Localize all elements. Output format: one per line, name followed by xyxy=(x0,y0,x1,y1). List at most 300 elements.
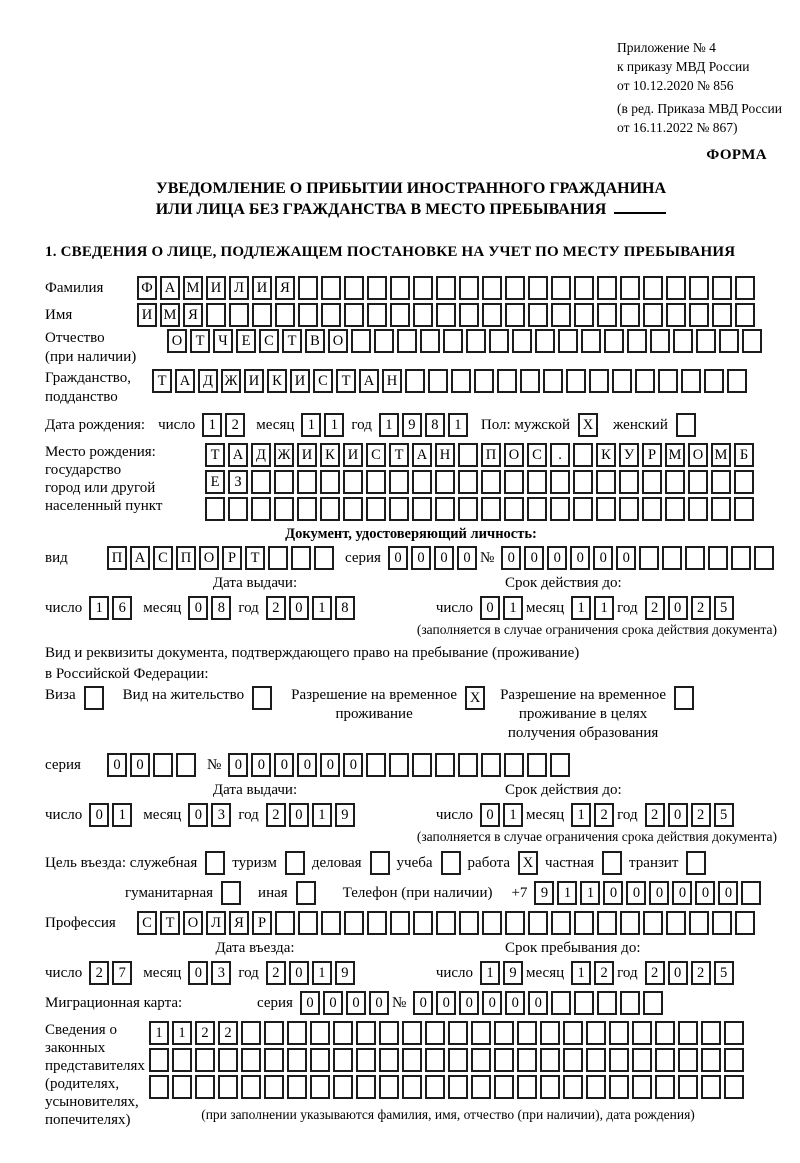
cell: 0 xyxy=(668,803,688,827)
entry-year-cells xyxy=(266,961,358,985)
cell xyxy=(540,1075,560,1099)
cell xyxy=(712,276,732,300)
field-label: месяц xyxy=(526,964,565,981)
cell xyxy=(701,1075,721,1099)
cell: 7 xyxy=(112,961,132,985)
cell xyxy=(734,497,754,521)
cell: 1 xyxy=(448,413,468,437)
cell: Т xyxy=(160,911,180,935)
cell xyxy=(321,276,341,300)
cell: 0 xyxy=(603,881,623,905)
doc-issue-month-cells xyxy=(188,596,234,620)
cell: 1 xyxy=(112,803,132,827)
cell xyxy=(597,991,617,1015)
cell: 9 xyxy=(534,881,554,905)
cell xyxy=(333,1075,353,1099)
cell: 0 xyxy=(668,961,688,985)
cell xyxy=(550,497,570,521)
cell: П xyxy=(176,546,196,570)
cell xyxy=(586,1021,606,1045)
permit-dates-header-right: Срок действия до: xyxy=(505,782,622,798)
cell: Т xyxy=(282,329,302,353)
cell xyxy=(471,1021,491,1045)
gap xyxy=(358,815,436,816)
purpose-humanitarian-checkbox xyxy=(221,881,241,905)
migration-number-cells xyxy=(413,991,666,1015)
cell xyxy=(390,303,410,327)
cell: Т xyxy=(336,369,356,393)
appendix-line: от 10.12.2020 № 856 xyxy=(617,78,734,93)
cell xyxy=(609,1075,629,1099)
field-label: месяц xyxy=(143,599,182,616)
cell xyxy=(535,329,555,353)
identity-doc-heading: Документ, удостоверяющий личность: xyxy=(285,526,537,542)
cell: А xyxy=(130,546,150,570)
cell xyxy=(343,497,363,521)
field-label: работа xyxy=(467,854,511,871)
field-label: Миграционная карта: xyxy=(45,994,183,1011)
cell xyxy=(366,497,386,521)
cell: 1 xyxy=(172,1021,192,1045)
cell xyxy=(489,329,509,353)
cell: О xyxy=(504,443,524,467)
cell: Т xyxy=(245,546,265,570)
cell xyxy=(291,546,311,570)
cell xyxy=(550,753,570,777)
cell: 0 xyxy=(343,753,363,777)
cell: 0 xyxy=(505,991,525,1015)
cell: М xyxy=(160,303,180,327)
cell: 1 xyxy=(503,596,523,620)
gap xyxy=(499,893,511,894)
cell xyxy=(241,1048,261,1072)
cell: 0 xyxy=(434,546,454,570)
cell: Т xyxy=(389,443,409,467)
birthplace-extra-cells xyxy=(205,497,757,521)
cell xyxy=(321,303,341,327)
cell: О xyxy=(199,546,219,570)
cell xyxy=(344,303,364,327)
cell xyxy=(459,303,479,327)
field-label: год xyxy=(617,806,638,823)
cell xyxy=(632,1048,652,1072)
field-label: деловая xyxy=(311,854,362,871)
cell: 1 xyxy=(202,413,222,437)
cell: 2 xyxy=(225,413,245,437)
field-label: Отчество (при наличии) xyxy=(45,330,137,365)
cell xyxy=(389,497,409,521)
field-label: год xyxy=(238,599,259,616)
doc-issue-year-cells xyxy=(266,596,358,620)
field-label: число xyxy=(45,806,83,823)
residence-permit-checkbox xyxy=(252,686,272,710)
birthplace-group xyxy=(45,443,777,521)
citizenship-cells xyxy=(152,369,750,393)
cell xyxy=(665,470,685,494)
cell: 0 xyxy=(480,803,500,827)
gap xyxy=(45,893,125,894)
field-label: № xyxy=(391,994,407,1011)
cell xyxy=(655,1021,675,1045)
form-lines xyxy=(45,276,777,1129)
permit-issue-month-cells xyxy=(188,803,234,827)
gap xyxy=(248,425,256,426)
cell xyxy=(643,276,663,300)
cell xyxy=(586,1048,606,1072)
field-label: гуманитарная xyxy=(125,884,214,901)
cell: 0 xyxy=(369,991,389,1015)
birth-day-cells xyxy=(202,413,248,437)
cell: И xyxy=(137,303,157,327)
cell xyxy=(435,497,455,521)
cell xyxy=(481,753,501,777)
cell: 0 xyxy=(413,991,433,1015)
cell xyxy=(425,1075,445,1099)
cell xyxy=(701,1048,721,1072)
field-label: Вид на жительство xyxy=(122,687,245,703)
purpose-transit-checkbox xyxy=(686,851,706,875)
field-label: Телефон (при наличии) xyxy=(342,884,493,901)
gap xyxy=(107,686,123,687)
cell: М xyxy=(711,443,731,467)
cell: 9 xyxy=(402,413,422,437)
surname-row xyxy=(45,276,777,300)
permit-dates-header-left: Дата выдачи: xyxy=(212,782,298,798)
section-1-heading: 1. СВЕДЕНИЯ О ЛИЦЕ, ПОДЛЕЖАЩЕМ ПОСТАНОВКЕ НА УЧЕТ ПО МЕСТУ ПРЕБЫВАНИЯ xyxy=(45,244,736,260)
cell xyxy=(754,546,774,570)
appendix-line: к приказу МВД России xyxy=(617,59,750,74)
cell: 2 xyxy=(645,803,665,827)
cell xyxy=(574,303,594,327)
patronymic-row xyxy=(45,329,777,367)
cell xyxy=(458,753,478,777)
cell xyxy=(497,369,517,393)
cell xyxy=(504,497,524,521)
cell xyxy=(466,329,486,353)
cell: 0 xyxy=(528,991,548,1015)
cell xyxy=(688,470,708,494)
cell: А xyxy=(175,369,195,393)
cell: А xyxy=(160,276,180,300)
doc-type-cells xyxy=(107,546,337,570)
representatives-group xyxy=(45,1021,777,1129)
cell: К xyxy=(596,443,616,467)
cell: П xyxy=(481,443,501,467)
cell xyxy=(597,303,617,327)
cell xyxy=(321,911,341,935)
field-label: туризм xyxy=(232,854,277,871)
cell xyxy=(609,1048,629,1072)
birthplace-group-labels xyxy=(45,443,205,515)
purpose-study-checkbox xyxy=(441,851,461,875)
cell xyxy=(251,497,271,521)
cell: Ж xyxy=(221,369,241,393)
cell xyxy=(420,329,440,353)
cell: 0 xyxy=(672,881,692,905)
cell xyxy=(566,369,586,393)
cell: 0 xyxy=(130,753,150,777)
doc-issue-day-cells xyxy=(89,596,135,620)
title-line-1: УВЕДОМЛЕНИЕ О ПРИБЫТИИ ИНОСТРАННОГО ГРАЖДАНИНА xyxy=(155,180,667,197)
birthplace-group-rows xyxy=(205,443,757,521)
cell xyxy=(405,369,425,393)
cell xyxy=(389,470,409,494)
cell xyxy=(195,1048,215,1072)
representatives-row-3-cells xyxy=(149,1075,747,1099)
group-label-line: представителях xyxy=(45,1058,145,1074)
cell xyxy=(574,911,594,935)
cell: Ч xyxy=(213,329,233,353)
gap xyxy=(358,608,436,609)
cell: Ф xyxy=(137,276,157,300)
cell xyxy=(436,911,456,935)
cell xyxy=(412,470,432,494)
permit-dates-header xyxy=(45,781,777,800)
cell: О xyxy=(688,443,708,467)
field-label: месяц xyxy=(143,806,182,823)
cell: 0 xyxy=(297,753,317,777)
cell xyxy=(458,443,478,467)
cell: О xyxy=(183,911,203,935)
permit-number-cells xyxy=(228,753,573,777)
representatives-group-labels xyxy=(45,1021,149,1129)
cell xyxy=(620,303,640,327)
field-label: число xyxy=(158,416,196,433)
group-label-line: Сведения о xyxy=(45,1022,117,1038)
permit-expiry-year-cells xyxy=(645,803,737,827)
cell xyxy=(287,1021,307,1045)
permit-series-row xyxy=(45,753,777,777)
cell: 0 xyxy=(626,881,646,905)
cell xyxy=(662,546,682,570)
field-label: Профессия xyxy=(45,914,116,931)
cell xyxy=(735,911,755,935)
entry-day-cells xyxy=(89,961,135,985)
cell: 0 xyxy=(107,753,127,777)
permit-expiry-day-cells xyxy=(480,803,526,827)
cell xyxy=(574,276,594,300)
cell xyxy=(620,991,640,1015)
cell xyxy=(298,303,318,327)
cell xyxy=(731,546,751,570)
cell xyxy=(333,1048,353,1072)
cell: М xyxy=(183,276,203,300)
field-label: № xyxy=(207,756,222,773)
cell: Р xyxy=(642,443,662,467)
cell: 2 xyxy=(594,803,614,827)
edu-residence-checkbox xyxy=(674,686,694,710)
cell xyxy=(310,1048,330,1072)
cell: Р xyxy=(222,546,242,570)
cell: 0 xyxy=(482,991,502,1015)
gap xyxy=(275,686,291,687)
cell xyxy=(344,911,364,935)
cell xyxy=(413,911,433,935)
cell: 2 xyxy=(691,803,711,827)
cell: 1 xyxy=(594,596,614,620)
cell xyxy=(520,369,540,393)
cell xyxy=(543,369,563,393)
cell xyxy=(551,276,571,300)
cell xyxy=(712,303,732,327)
cell xyxy=(229,303,249,327)
field-label: серия xyxy=(257,994,293,1011)
cell: Н xyxy=(435,443,455,467)
cell xyxy=(696,329,716,353)
cell: 2 xyxy=(266,961,286,985)
cell xyxy=(297,470,317,494)
cell xyxy=(451,369,471,393)
purpose-official-checkbox xyxy=(205,851,225,875)
cell: Л xyxy=(206,911,226,935)
cell xyxy=(356,1048,376,1072)
representatives-row-1-cells xyxy=(149,1021,747,1045)
cell: К xyxy=(320,443,340,467)
profession-cells xyxy=(137,911,758,935)
purpose-other-checkbox xyxy=(296,881,316,905)
residence-doc-intro-2: в Российской Федерации: xyxy=(45,666,209,682)
permit-issue-year-cells xyxy=(266,803,358,827)
entry-dates-row xyxy=(45,961,777,985)
cell: С xyxy=(527,443,547,467)
cell xyxy=(459,276,479,300)
cell xyxy=(517,1048,537,1072)
cell: П xyxy=(107,546,127,570)
cell xyxy=(550,470,570,494)
cell xyxy=(596,497,616,521)
citizenship-row xyxy=(45,369,777,407)
cell xyxy=(448,1048,468,1072)
gap xyxy=(135,815,143,816)
cell: У xyxy=(619,443,639,467)
permit-expiry-month-cells xyxy=(571,803,617,827)
representatives-group-caption: (при заполнении указываются фамилия, имя, отчество (при наличии), дата рождения) xyxy=(201,1107,695,1122)
cell: Ж xyxy=(274,443,294,467)
cell xyxy=(367,303,387,327)
cell xyxy=(494,1075,514,1099)
cell xyxy=(505,911,525,935)
cell xyxy=(356,1021,376,1045)
stay-until-month-cells xyxy=(571,961,617,985)
cell xyxy=(597,911,617,935)
field-label: число xyxy=(45,964,83,981)
cell: С xyxy=(259,329,279,353)
cell xyxy=(320,470,340,494)
cell xyxy=(727,369,747,393)
representatives-group-rows xyxy=(149,1021,747,1123)
cell xyxy=(274,497,294,521)
group-label-line: город или другой xyxy=(45,480,156,496)
cell xyxy=(528,276,548,300)
cell xyxy=(425,1021,445,1045)
cell: 0 xyxy=(289,596,309,620)
cell xyxy=(563,1075,583,1099)
purpose-phone-row xyxy=(45,881,777,905)
cell xyxy=(512,329,532,353)
male-checkbox: X xyxy=(578,413,598,437)
doc-number-cells xyxy=(501,546,777,570)
cell xyxy=(287,1048,307,1072)
cell: 1 xyxy=(324,413,344,437)
cell xyxy=(172,1075,192,1099)
cell: 0 xyxy=(323,991,343,1015)
cell: 1 xyxy=(89,596,109,620)
field-label: серия xyxy=(345,549,381,566)
cell xyxy=(172,1048,192,1072)
cell: И xyxy=(290,369,310,393)
permit-series-cells xyxy=(107,753,199,777)
cell: 0 xyxy=(89,803,109,827)
field-label: Гражданство, подданство xyxy=(45,370,132,405)
cell xyxy=(563,1048,583,1072)
cell: 2 xyxy=(645,961,665,985)
field-label: Имя xyxy=(45,306,73,323)
cell xyxy=(619,470,639,494)
cell xyxy=(666,303,686,327)
cell xyxy=(343,470,363,494)
cell: 5 xyxy=(714,803,734,827)
cell xyxy=(573,470,593,494)
cell xyxy=(666,911,686,935)
cell: 1 xyxy=(503,803,523,827)
residence-doc-options xyxy=(45,686,777,743)
cell xyxy=(436,276,456,300)
cell xyxy=(287,1075,307,1099)
cell: 2 xyxy=(266,803,286,827)
cell xyxy=(540,1048,560,1072)
cell: 0 xyxy=(188,803,208,827)
cell: 0 xyxy=(274,753,294,777)
cell xyxy=(527,753,547,777)
cell xyxy=(402,1021,422,1045)
field-label: число xyxy=(435,964,474,981)
cell xyxy=(609,1021,629,1045)
cell xyxy=(264,1075,284,1099)
cell xyxy=(619,497,639,521)
field-label: год xyxy=(617,964,638,981)
migration-series-cells xyxy=(300,991,392,1015)
cell xyxy=(274,470,294,494)
cell: 2 xyxy=(691,961,711,985)
cell: С xyxy=(153,546,173,570)
cell: 2 xyxy=(594,961,614,985)
cell xyxy=(673,329,693,353)
cell xyxy=(685,546,705,570)
cell: 0 xyxy=(436,991,456,1015)
permit-expiry-note: (заполняется в случае ограничения срока действия документа) xyxy=(416,829,777,844)
field-label: Разрешение на временное проживание в целях получения образования xyxy=(500,687,667,741)
cell xyxy=(724,1075,744,1099)
appendix-header xyxy=(617,38,782,137)
cell: 2 xyxy=(645,596,665,620)
doc-dates-header xyxy=(45,574,777,593)
cell xyxy=(298,911,318,935)
gap xyxy=(199,765,207,766)
cell xyxy=(366,470,386,494)
cell: 8 xyxy=(335,596,355,620)
cell xyxy=(681,369,701,393)
cell xyxy=(153,753,173,777)
entry-month-cells xyxy=(188,961,234,985)
cell: 0 xyxy=(320,753,340,777)
cell xyxy=(643,303,663,327)
cell: 0 xyxy=(411,546,431,570)
cell xyxy=(252,303,272,327)
doc-expiry-note: (заполняется в случае ограничения срока действия документа) xyxy=(416,622,777,637)
cell xyxy=(356,1075,376,1099)
cell xyxy=(298,276,318,300)
cell: 8 xyxy=(425,413,445,437)
